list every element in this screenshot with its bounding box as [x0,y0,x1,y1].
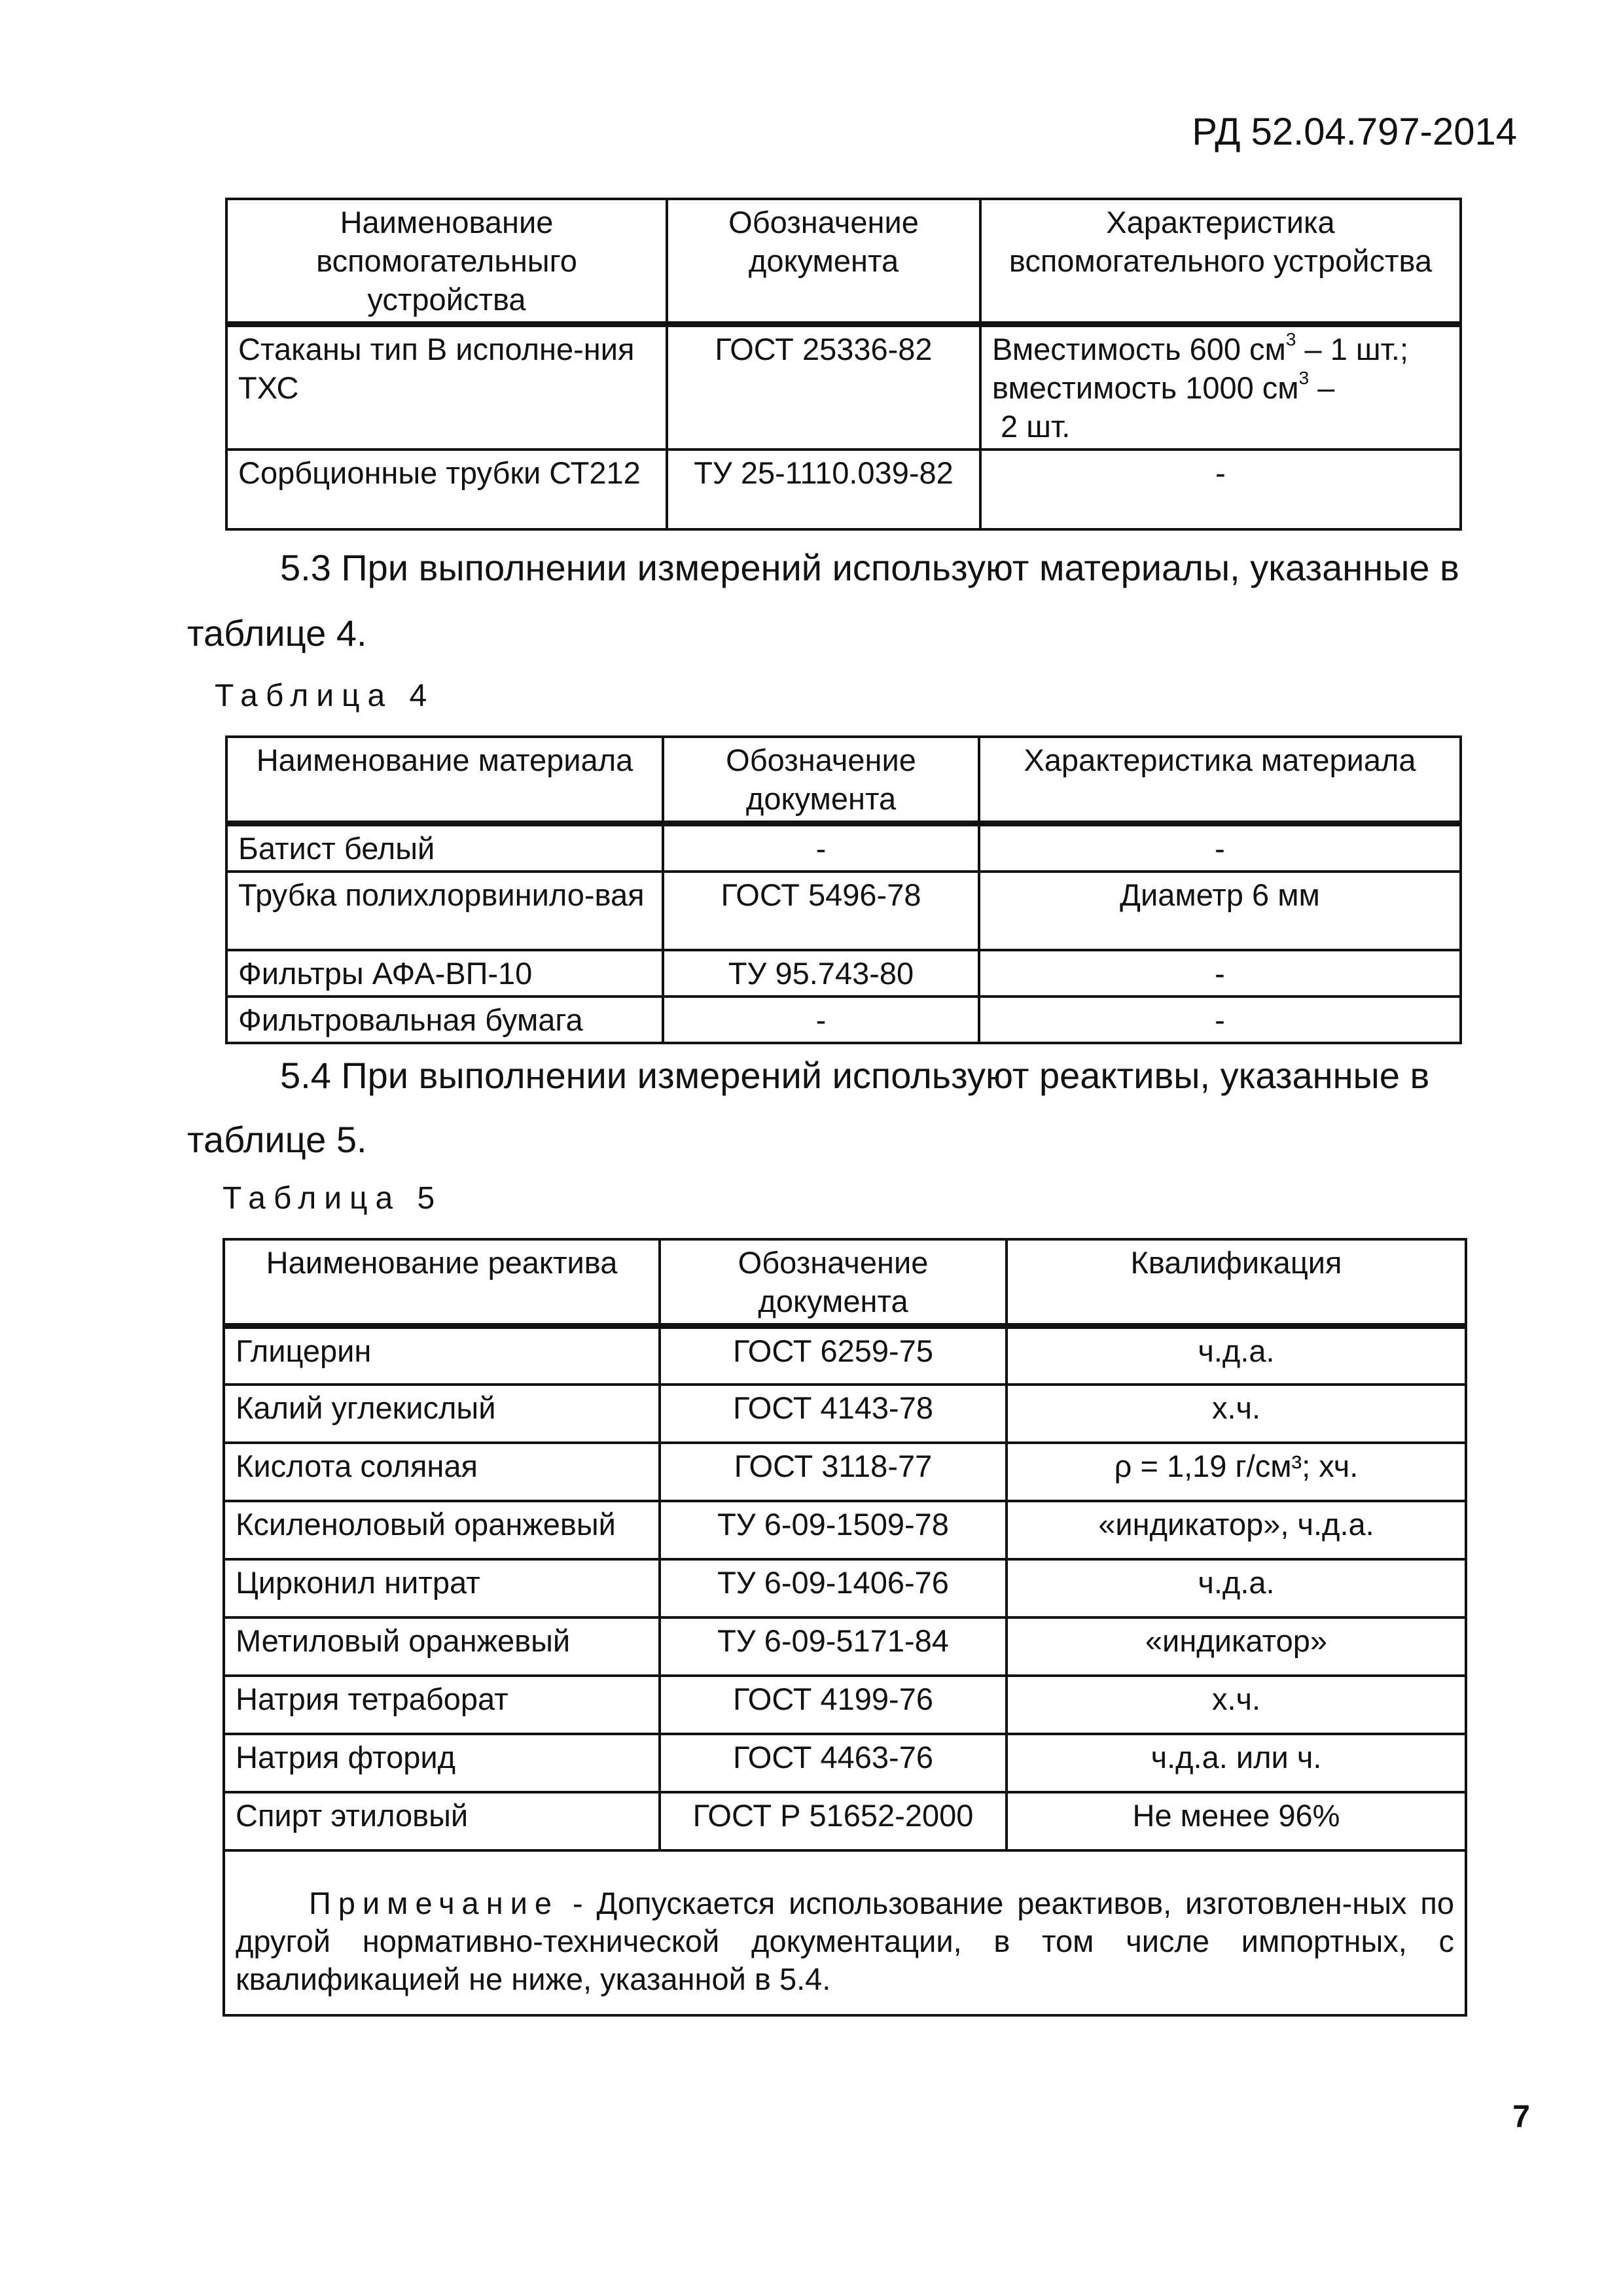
reagent-name-cell: Ксиленоловый оранжевый [224,1501,660,1559]
table-row [224,1385,1466,1443]
table-row [224,1559,1466,1617]
table-row [224,1326,1466,1385]
document-cell: ГОСТ 4463-76 [660,1734,1007,1792]
column-header: Квалификация [1007,1239,1466,1326]
column-header: Обозначение документа [663,737,979,824]
document-cell: ТУ 25-1110.039-82 [667,450,980,529]
table-header-row [224,1239,1466,1326]
reagent-name-cell: Метиловый оранжевый [224,1617,660,1676]
document-cell: ГОСТ 4143-78 [660,1385,1007,1443]
qualification-cell: х.ч. [1007,1385,1466,1443]
paragraph-5-4-line2: таблице 5. [187,1119,367,1160]
qualification-cell: ч.д.а. или ч. [1007,1734,1466,1792]
document-cell: ТУ 6-09-1406-76 [660,1559,1007,1617]
document-cell: ГОСТ 6259-75 [660,1326,1007,1385]
device-name-cell: Стаканы тип В исполне-ния ТХС [226,325,667,450]
table-row [224,1734,1466,1792]
reagent-name-cell: Кислота соляная [224,1443,660,1501]
table-row [224,1792,1466,1850]
material-name-cell: Фильтровальная бумага [226,997,663,1043]
paragraph-5-3-line1: 5.3 При выполнении измерений используют материалы, указанные в [280,547,1459,588]
column-header: Обозначение документа [667,199,980,325]
table-header-row [226,737,1461,824]
auxiliary-devices-table [225,198,1462,531]
column-header: Обозначение документа [660,1239,1007,1326]
table-5-caption: Таблица 5 [223,1181,443,1216]
characteristic-cell [980,325,1461,450]
table-row [224,1617,1466,1676]
reagent-name-cell: Калий углекислый [224,1385,660,1443]
characteristic-text: Вместимость 600 $см^3 - 1$ шт.; вместимость 1000 $см^3$ – 2 шт. [992,329,1409,444]
table-header-row [226,199,1461,325]
table-row [226,997,1461,1043]
document-cell: ТУ 6-09-1509-78 [660,1501,1007,1559]
document-cell: ГОСТ 3118-77 [660,1443,1007,1501]
table-row [226,450,1461,529]
reagent-name-cell: Цирконил нитрат [224,1559,660,1617]
table-4-caption: Таблица 4 [215,679,435,713]
column-header: Характеристика вспомогательного устройства [980,199,1461,325]
characteristic-cell: Диаметр 6 мм [979,872,1461,950]
material-name-cell: Фильтры АФА-ВП-10 [226,950,663,997]
table-note [224,1850,1466,2015]
table-row [224,1676,1466,1734]
table-row [226,824,1461,872]
column-header: Наименование реактива [224,1239,660,1326]
column-header: Наименование материала [226,737,663,824]
table-note-row [224,1850,1466,2015]
characteristic-cell: - [979,824,1461,872]
qualification-cell: «индикатор» [1007,1617,1466,1676]
device-name-cell: Сорбционные трубки СТ212 [226,450,667,529]
reagent-name-cell: Натрия фторид [224,1734,660,1792]
document-cell: ГОСТ Р 51652-2000 [660,1792,1007,1850]
column-header: Характеристика материала [979,737,1461,824]
table-row [224,1501,1466,1559]
note-text: - Допускается использование реактивов, изготовлен-ных по другой нормативно-технической документации, в том числе импортных, с квалификацией не ниже, указанной в 5.4. [236,1885,1454,1996]
reagent-name-cell: Натрия тетраборат [224,1676,660,1734]
table-row [224,1443,1466,1501]
reagent-name-cell: Глицерин [224,1326,660,1385]
materials-table [225,735,1462,1044]
qualification-cell: «индикатор», ч.д.а. [1007,1501,1466,1559]
document-cell: ГОСТ 4199-76 [660,1676,1007,1734]
reagent-name-cell: Спирт этиловый [224,1792,660,1850]
characteristic-cell: - [979,950,1461,997]
reagents-table [223,1238,1467,2017]
qualification-cell: х.ч. [1007,1676,1466,1734]
qualification-cell: Не менее 96% [1007,1792,1466,1850]
page-number: 7 [1512,2100,1530,2134]
table-row [226,872,1461,950]
qualification-cell: ρ = 1,19 г/см³; хч. [1007,1443,1466,1501]
table-row [226,950,1461,997]
document-cell: ТУ 6-09-5171-84 [660,1617,1007,1676]
document-code: РД 52.04.797-2014 [1192,111,1517,153]
table-row [226,325,1461,450]
qualification-cell: ч.д.а. [1007,1326,1466,1385]
characteristic-cell: - [980,450,1461,529]
material-name-cell: Трубка полихлорвинило-вая [226,872,663,950]
qualification-cell: ч.д.а. [1007,1559,1466,1617]
material-name-cell: Батист белый [226,824,663,872]
column-header: Наименование вспомогательныго устройства [226,199,667,325]
paragraph-5-4-line1: 5.4 При выполнении измерений используют реактивы, указанные в [280,1055,1430,1096]
paragraph-5-3-line2: таблице 4. [187,612,367,654]
document-cell: ГОСТ 25336-82 [667,325,980,450]
characteristic-cell: - [979,997,1461,1043]
document-cell: - [663,824,979,872]
note-label: Примечание [309,1885,560,1920]
document-cell: - [663,997,979,1043]
document-cell: ТУ 95.743-80 [663,950,979,997]
document-cell: ГОСТ 5496-78 [663,872,979,950]
